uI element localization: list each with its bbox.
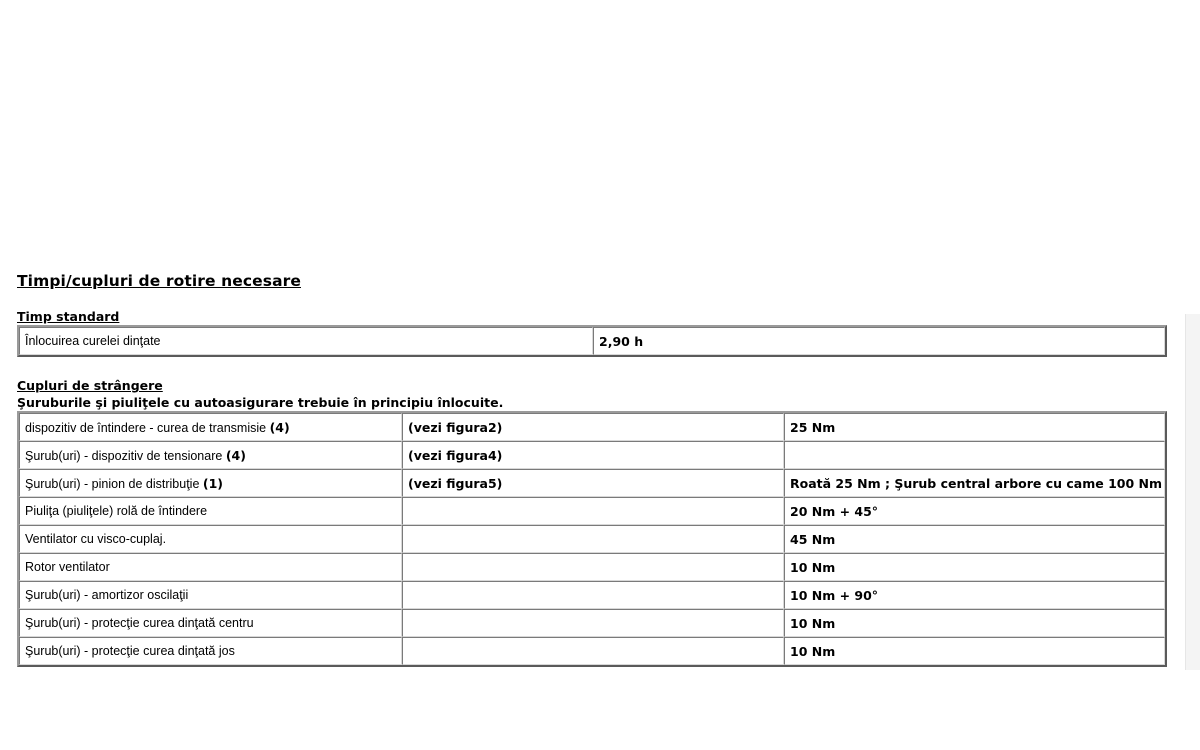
table-row [19, 553, 1165, 581]
table-row [19, 413, 1165, 441]
torques-heading: Cupluri de strângere [17, 378, 163, 393]
part-cell [19, 637, 402, 665]
part-label: Şurub(uri) - pinion de distribuţie [25, 476, 200, 491]
figure-ref-cell: (vezi figura4) [402, 441, 784, 469]
page-title: Timpi/cupluri de rotire necesare [17, 272, 301, 290]
torque-value-cell: 10 Nm [784, 637, 1165, 665]
figure-ref-cell [402, 581, 784, 609]
standard-time-heading: Timp standard [17, 309, 120, 324]
part-cell [19, 497, 402, 525]
part-label: Şurub(uri) - protecţie curea dinţată jos [25, 644, 235, 658]
figure-ref-cell [402, 637, 784, 665]
standard-time-table [17, 325, 1167, 357]
scrollbar-track[interactable] [1185, 314, 1200, 670]
figure-ref-cell [402, 553, 784, 581]
part-ref: (1) [202, 475, 223, 491]
part-cell [19, 441, 402, 469]
part-cell [19, 609, 402, 637]
figure-ref-cell [402, 497, 784, 525]
table-row [19, 327, 1165, 355]
part-ref: (4) [225, 447, 246, 463]
torque-value-cell: 10 Nm [784, 553, 1165, 581]
table-row [19, 497, 1165, 525]
figure-ref-cell [402, 609, 784, 637]
table-row [19, 525, 1165, 553]
part-label: dispozitiv de întindere - curea de transmisie [25, 420, 267, 435]
torques-note: Şuruburile şi piuliţele cu autoasigurare trebuie în principiu înlocuite. [17, 395, 504, 410]
time-value-cell: 2,90 h [593, 327, 1165, 355]
torque-value-cell: 10 Nm + 90° [784, 581, 1165, 609]
part-cell [19, 413, 402, 441]
part-label: Şurub(uri) - amortizor oscilaţii [25, 588, 189, 602]
part-label: Şurub(uri) - protecţie curea dinţată centru [25, 616, 254, 630]
part-label: Rotor ventilator [25, 560, 110, 574]
operation-cell: Înlocuirea curelei dinţate [19, 327, 593, 355]
torque-value-cell: Roată 25 Nm ; Şurub central arbore cu came 100 Nm [784, 469, 1165, 497]
figure-ref-cell: (vezi figura5) [402, 469, 784, 497]
part-cell [19, 581, 402, 609]
part-label: Şurub(uri) - dispozitiv de tensionare [25, 448, 223, 463]
table-row [19, 441, 1165, 469]
figure-ref-cell [402, 525, 784, 553]
torque-value-cell: 10 Nm [784, 609, 1165, 637]
torque-value-cell: 25 Nm [784, 413, 1165, 441]
figure-ref-cell: (vezi figura2) [402, 413, 784, 441]
torques-table [17, 411, 1167, 667]
table-row [19, 469, 1165, 497]
part-ref: (4) [269, 419, 290, 435]
table-row [19, 581, 1165, 609]
torque-value-cell [784, 441, 1165, 469]
part-label: Ventilator cu visco-cuplaj. [25, 532, 167, 546]
part-cell [19, 469, 402, 497]
torque-value-cell: 45 Nm [784, 525, 1165, 553]
table-row [19, 637, 1165, 665]
part-cell [19, 553, 402, 581]
part-label: Piuliţa (piuliţele) rolă de întindere [25, 504, 208, 518]
part-cell [19, 525, 402, 553]
torque-value-cell: 20 Nm + 45° [784, 497, 1165, 525]
table-row [19, 609, 1165, 637]
